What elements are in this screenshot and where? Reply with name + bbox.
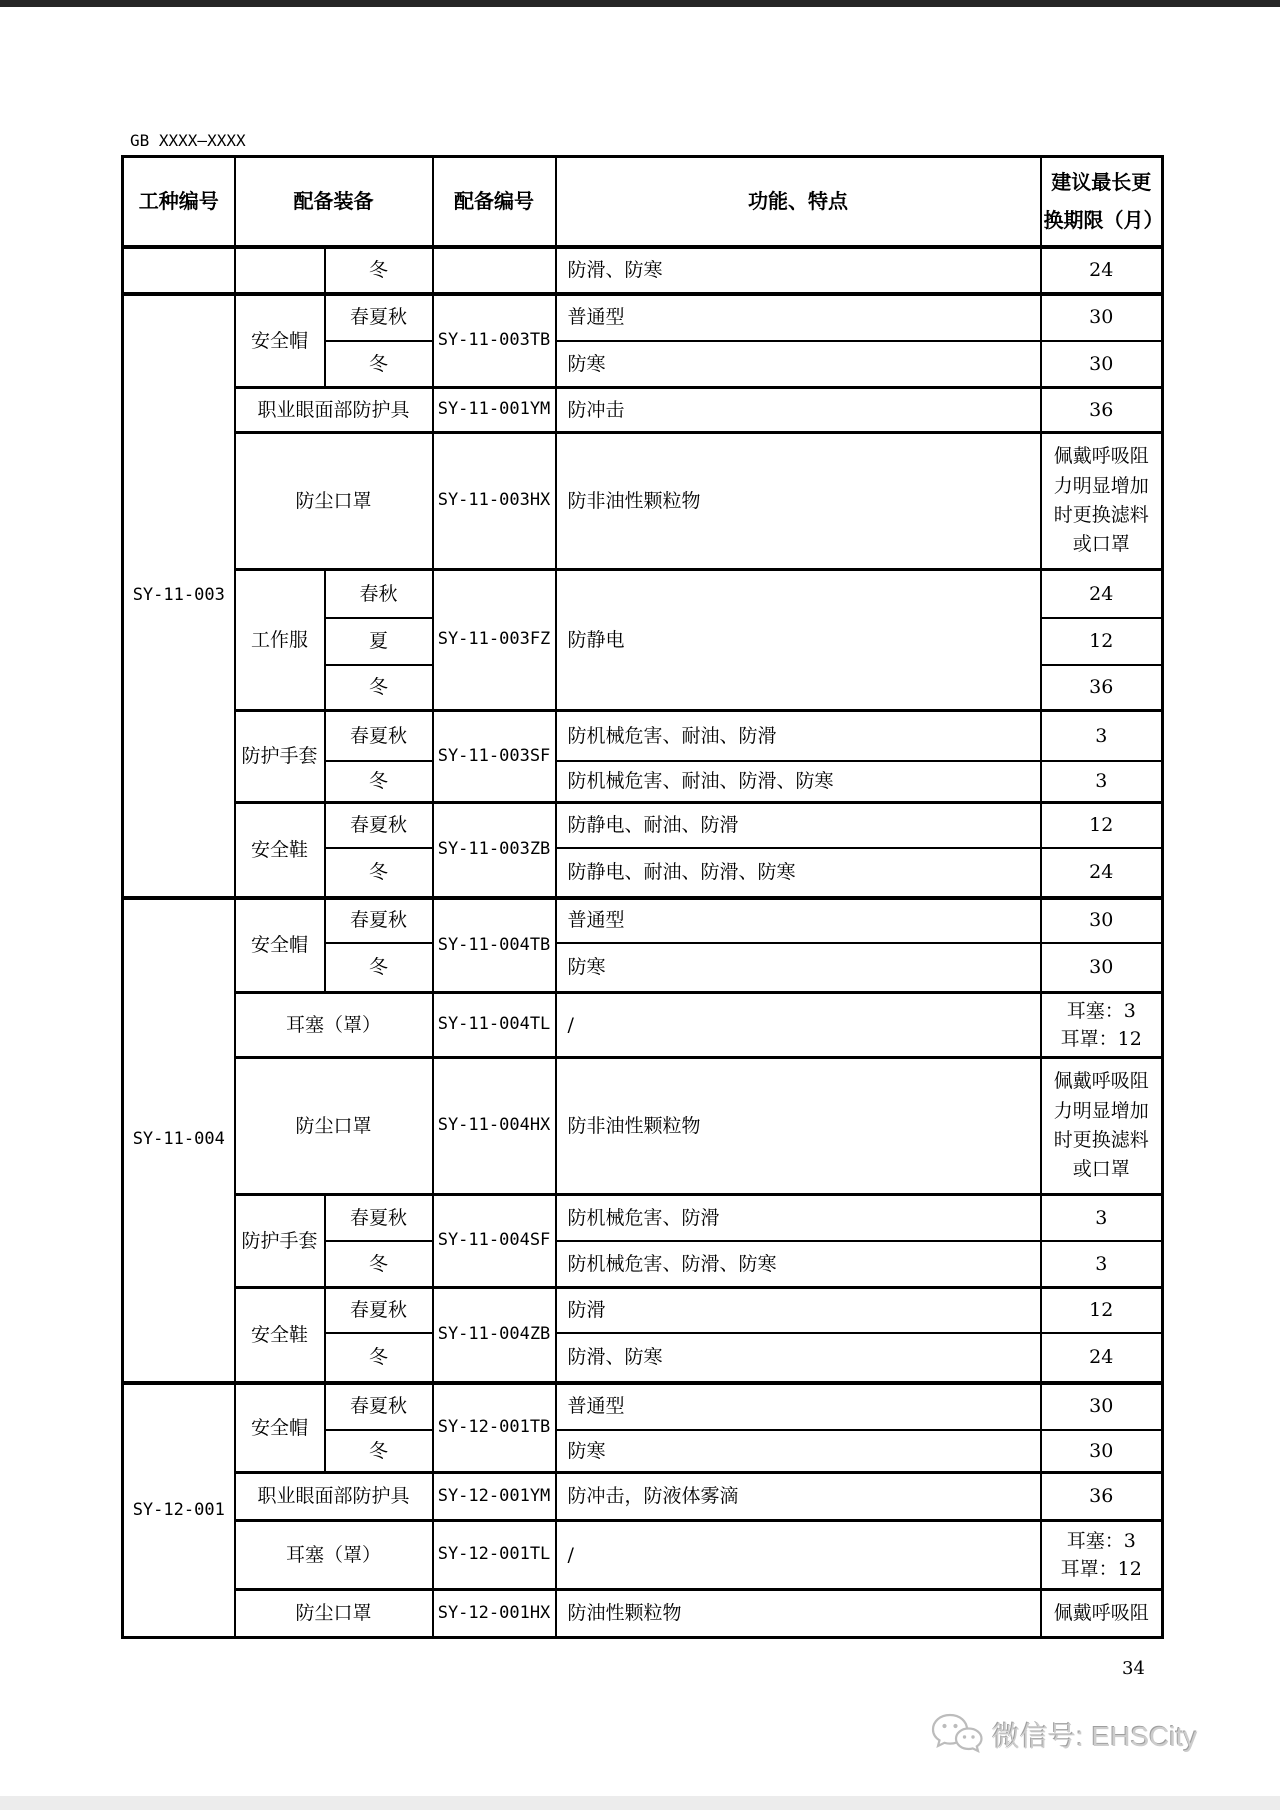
table-cell: 工作服 bbox=[235, 570, 325, 711]
equipment-table bbox=[121, 155, 1164, 1639]
table-cell: 24 bbox=[1041, 1333, 1163, 1383]
table-cell: 24 bbox=[1041, 848, 1163, 898]
table-cell: 防尘口罩 bbox=[235, 1058, 433, 1195]
table-cell: 春夏秋 bbox=[325, 1288, 433, 1333]
table-cell: SY-11-003TB bbox=[433, 294, 556, 388]
table-cell bbox=[123, 247, 235, 294]
header-equipment: 配备装备 bbox=[235, 157, 433, 247]
table-cell: 3 bbox=[1041, 711, 1163, 761]
table-row bbox=[123, 388, 1163, 433]
table-cell: SY-11-004TB bbox=[433, 898, 556, 993]
table-row bbox=[123, 898, 1163, 943]
table-cell: 防机械危害、耐油、防滑 bbox=[556, 711, 1041, 761]
table-cell: 12 bbox=[1041, 803, 1163, 848]
top-edge-strip bbox=[0, 0, 1280, 7]
table-cell: 防静电 bbox=[556, 570, 1041, 711]
table-cell: 防寒 bbox=[556, 943, 1041, 993]
table-row bbox=[123, 1195, 1163, 1241]
table-cell: SY-11-001YM bbox=[433, 388, 556, 433]
table-cell: SY-11-004SF bbox=[433, 1195, 556, 1288]
bottom-edge-strip bbox=[0, 1796, 1280, 1810]
table-row bbox=[123, 1590, 1163, 1638]
table-cell: SY-11-003ZB bbox=[433, 803, 556, 898]
table-cell: 普通型 bbox=[556, 898, 1041, 943]
table-cell: 安全帽 bbox=[235, 294, 325, 388]
table-cell: SY-11-004HX bbox=[433, 1058, 556, 1195]
table-cell: SY-12-001YM bbox=[433, 1473, 556, 1521]
table-cell: 普通型 bbox=[556, 1383, 1041, 1430]
table-cell: 春秋 bbox=[325, 570, 433, 618]
table-cell: 36 bbox=[1041, 665, 1163, 711]
table-cell: 防护手套 bbox=[235, 711, 325, 803]
table-cell: SY-11-004ZB bbox=[433, 1288, 556, 1383]
table-row bbox=[123, 570, 1163, 618]
table-cell: 30 bbox=[1041, 341, 1163, 388]
table-cell: 冬 bbox=[325, 1241, 433, 1288]
table-cell: 防尘口罩 bbox=[235, 1590, 433, 1638]
table-cell: 春夏秋 bbox=[325, 898, 433, 943]
table-cell: 冬 bbox=[325, 247, 433, 294]
table-cell: 佩戴呼吸阻力明显增加时更换滤料或口罩 bbox=[1041, 433, 1163, 570]
table-cell: 春夏秋 bbox=[325, 803, 433, 848]
table-row bbox=[123, 247, 1163, 294]
table-cell: 冬 bbox=[325, 848, 433, 898]
table-cell: 冬 bbox=[325, 665, 433, 711]
table-cell: 防尘口罩 bbox=[235, 433, 433, 570]
table-cell bbox=[433, 247, 556, 294]
table-row bbox=[123, 993, 1163, 1058]
table-cell: 安全鞋 bbox=[235, 803, 325, 898]
table-cell: 30 bbox=[1041, 294, 1163, 341]
table-header-row bbox=[123, 157, 1163, 247]
table-cell: 职业眼面部防护具 bbox=[235, 388, 433, 433]
table-cell: 3 bbox=[1041, 761, 1163, 803]
table-cell: 耳塞：3 耳罩：12 bbox=[1041, 993, 1163, 1058]
table-cell: 36 bbox=[1041, 388, 1163, 433]
table-cell: 防滑 bbox=[556, 1288, 1041, 1333]
table-cell: SY-12-001TB bbox=[433, 1383, 556, 1473]
table-row bbox=[123, 1383, 1163, 1430]
table-cell: 耳塞（罩） bbox=[235, 993, 433, 1058]
table-cell: SY-11-003SF bbox=[433, 711, 556, 803]
table-cell: 防油性颗粒物 bbox=[556, 1590, 1041, 1638]
table-cell: 冬 bbox=[325, 1430, 433, 1473]
table-cell: 普通型 bbox=[556, 294, 1041, 341]
table-cell: 防滑、防寒 bbox=[556, 247, 1041, 294]
table-cell: 防静电、耐油、防滑 bbox=[556, 803, 1041, 848]
table-row bbox=[123, 1288, 1163, 1333]
table-row bbox=[123, 433, 1163, 570]
table-cell: 耳塞（罩） bbox=[235, 1521, 433, 1590]
table-cell: 安全鞋 bbox=[235, 1288, 325, 1383]
table-cell: 12 bbox=[1041, 618, 1163, 665]
table-cell: 春夏秋 bbox=[325, 1195, 433, 1241]
table-cell: SY-11-003HX bbox=[433, 433, 556, 570]
table-cell: 佩戴呼吸阻力明显增加时更换滤料或口罩 bbox=[1041, 1058, 1163, 1195]
watermark-text: 微信号: EHSCity bbox=[992, 1721, 1198, 1752]
table-cell: SY-12-001HX bbox=[433, 1590, 556, 1638]
table-cell: 24 bbox=[1041, 570, 1163, 618]
watermark bbox=[930, 1712, 1197, 1758]
header-replace-period: 建议最长更换期限（月） bbox=[1041, 157, 1163, 247]
header-equipment-code: 配备编号 bbox=[433, 157, 556, 247]
table-cell: 30 bbox=[1041, 1383, 1163, 1430]
table-cell: 防寒 bbox=[556, 1430, 1041, 1473]
table-cell: 冬 bbox=[325, 943, 433, 993]
table-cell: 防机械危害、耐油、防滑、防寒 bbox=[556, 761, 1041, 803]
table-cell: 职业眼面部防护具 bbox=[235, 1473, 433, 1521]
table-cell: 防机械危害、防滑、防寒 bbox=[556, 1241, 1041, 1288]
table-cell: 防静电、耐油、防滑、防寒 bbox=[556, 848, 1041, 898]
header-job-code: 工种编号 bbox=[123, 157, 235, 247]
table-cell: / bbox=[556, 993, 1041, 1058]
table-row bbox=[123, 711, 1163, 761]
job-code: SY-11-004 bbox=[123, 898, 235, 1383]
table-cell: 3 bbox=[1041, 1195, 1163, 1241]
table-cell: SY-11-003FZ bbox=[433, 570, 556, 711]
table-cell: 耳塞：3 耳罩：12 bbox=[1041, 1521, 1163, 1590]
table-cell: 防冲击，防液体雾滴 bbox=[556, 1473, 1041, 1521]
table-cell: 防滑、防寒 bbox=[556, 1333, 1041, 1383]
header-function: 功能、特点 bbox=[556, 157, 1041, 247]
table-cell: 安全帽 bbox=[235, 898, 325, 993]
equipment-table-body bbox=[123, 247, 1163, 1638]
table-row bbox=[123, 803, 1163, 848]
page-number: 34 bbox=[1122, 1658, 1145, 1679]
table-cell: 30 bbox=[1041, 898, 1163, 943]
table-cell: SY-11-004TL bbox=[433, 993, 556, 1058]
table-cell: 36 bbox=[1041, 1473, 1163, 1521]
wechat-icon bbox=[930, 1712, 984, 1758]
table-cell: 冬 bbox=[325, 761, 433, 803]
table-row bbox=[123, 1473, 1163, 1521]
table-cell: 防护手套 bbox=[235, 1195, 325, 1288]
table-cell: 防机械危害、防滑 bbox=[556, 1195, 1041, 1241]
table-cell bbox=[235, 247, 325, 294]
table-cell: 佩戴呼吸阻 bbox=[1041, 1590, 1163, 1638]
table-cell: 防寒 bbox=[556, 341, 1041, 388]
table-row bbox=[123, 1058, 1163, 1195]
table-row bbox=[123, 294, 1163, 341]
table-cell: 12 bbox=[1041, 1288, 1163, 1333]
job-code: SY-12-001 bbox=[123, 1383, 235, 1638]
table-cell: 春夏秋 bbox=[325, 294, 433, 341]
table-cell: 夏 bbox=[325, 618, 433, 665]
table-cell: 30 bbox=[1041, 943, 1163, 993]
table-cell: / bbox=[556, 1521, 1041, 1590]
table-cell: 冬 bbox=[325, 1333, 433, 1383]
doc-code: GB XXXX—XXXX bbox=[130, 131, 246, 150]
table-cell: 24 bbox=[1041, 247, 1163, 294]
table-cell: 防非油性颗粒物 bbox=[556, 433, 1041, 570]
table-cell: 春夏秋 bbox=[325, 711, 433, 761]
table-row bbox=[123, 1521, 1163, 1590]
table-cell: 安全帽 bbox=[235, 1383, 325, 1473]
table-cell: 防冲击 bbox=[556, 388, 1041, 433]
table-cell: 春夏秋 bbox=[325, 1383, 433, 1430]
job-code: SY-11-003 bbox=[123, 294, 235, 898]
table-cell: SY-12-001TL bbox=[433, 1521, 556, 1590]
table-cell: 30 bbox=[1041, 1430, 1163, 1473]
table-cell: 防非油性颗粒物 bbox=[556, 1058, 1041, 1195]
table-cell: 3 bbox=[1041, 1241, 1163, 1288]
table-cell: 冬 bbox=[325, 341, 433, 388]
